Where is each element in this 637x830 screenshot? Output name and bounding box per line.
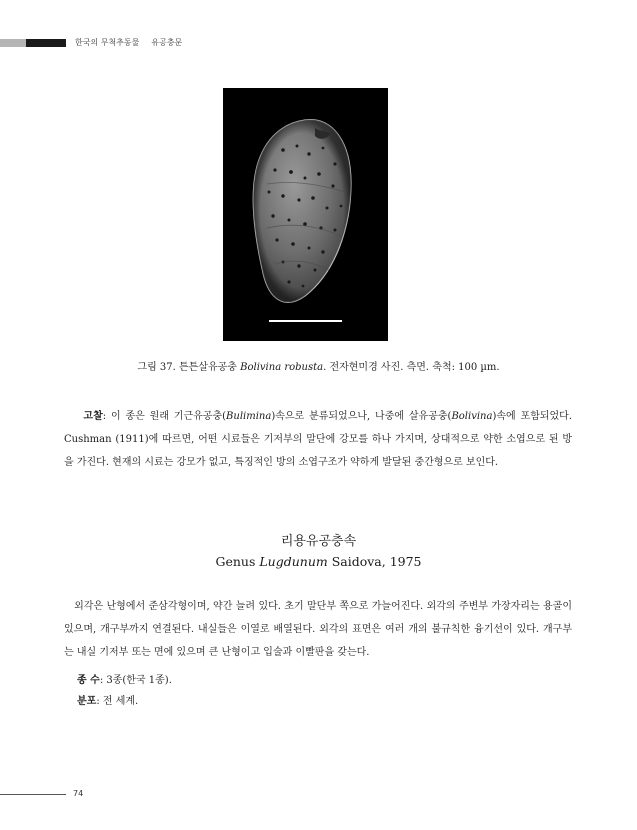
- header-section: 유공충문: [151, 38, 183, 47]
- header-book-title: 한국의 무척추동물: [75, 38, 140, 47]
- header-text: [75, 36, 182, 50]
- footer-rule: [0, 794, 66, 795]
- foraminifera-sem-image: [223, 88, 388, 341]
- running-header: [0, 36, 637, 50]
- description-paragraph: 외각은 난형에서 준삼각형이며, 약간 늘려 있다. 초기 말단부 쪽으로 가늘어진다. 외각의 주변부 가장자리는 용골이 있으며, 개구부까지 연결된다. 내실들은 이열로 배열된다. 외각의 표면은 여러 개의 불규칙한 융기선이 있다. 개구부는 내실 기저부 또는 면에 있으며 큰 난형이고 입술과 이빨판을 갖는다.: [64, 601, 572, 658]
- scale-bar: [269, 320, 342, 322]
- remarks-paragraph: 고찰: 이 종은 원래 기근유공충(Bulimina)속으로 분류되었으나, 나중에 살유공충(Bolivina)속에 포함되었다. Cushman (1911)에 따르면, 어떤 시료들은 기저부의 말단에 강모를 하나 가지며, 상대적으로 약한 소엽으로 된 방을 가진다. 현재의 시료는 강모가 없고, 특징적인 방의 소엽구조가 약하게 발달된 중간형으로 보인다.: [64, 411, 573, 468]
- figure-caption: 그림 37. 튼튼살유공충 Bolivina robusta. 전자현미경 사진. 측면. 축척: 100 µm.: [137, 362, 500, 373]
- header-gray-bar: [0, 39, 26, 47]
- distribution-line: 분포: 전 세계.: [77, 696, 139, 707]
- genus-latin-title: Genus Lugdunum Saidova, 1975: [215, 554, 422, 569]
- header-black-bar: [26, 39, 66, 47]
- remarks-label: 고찰: [83, 411, 103, 422]
- species-count-line: 종 수: 3종(한국 1종).: [77, 675, 172, 686]
- sem-photo: [223, 88, 388, 341]
- genus-korean-title: 리용유공충속: [280, 534, 357, 549]
- page-number: 74: [73, 789, 84, 798]
